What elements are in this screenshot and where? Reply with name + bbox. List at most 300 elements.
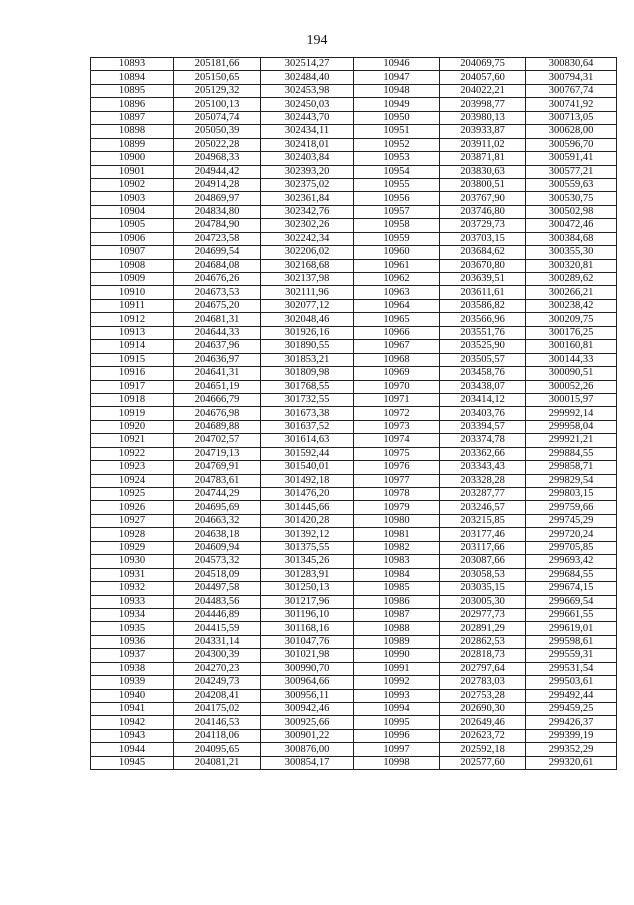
y-coordinate-right-cell: 300289,62: [526, 273, 617, 286]
y-coordinate-right-cell: 300266,21: [526, 286, 617, 299]
point-number-left-cell: 10917: [91, 380, 174, 393]
x-coordinate-right-cell: 202690,30: [440, 703, 526, 716]
point-number-left-cell: 10938: [91, 662, 174, 675]
x-coordinate-right-cell: 203215,85: [440, 514, 526, 527]
y-coordinate-right-cell: 299884,55: [526, 447, 617, 460]
y-coordinate-left-cell: 301047,76: [261, 635, 354, 648]
point-number-left-cell: 10897: [91, 111, 174, 124]
x-coordinate-left-cell: 204175,02: [174, 703, 261, 716]
x-coordinate-left-cell: 204415,59: [174, 622, 261, 635]
x-coordinate-left-cell: 204869,97: [174, 192, 261, 205]
table-row: [91, 622, 617, 635]
x-coordinate-left-cell: 205074,74: [174, 111, 261, 124]
y-coordinate-left-cell: 301926,16: [261, 326, 354, 339]
point-number-right-cell: 10987: [354, 608, 440, 621]
y-coordinate-right-cell: 299674,15: [526, 582, 617, 595]
table-row: [91, 662, 617, 675]
point-number-right-cell: 10951: [354, 125, 440, 138]
point-number-right-cell: 10992: [354, 676, 440, 689]
point-number-left-cell: 10908: [91, 259, 174, 272]
table-row: [91, 152, 617, 165]
y-coordinate-left-cell: 302393,20: [261, 165, 354, 178]
table-row: [91, 756, 617, 769]
point-number-right-cell: 10981: [354, 528, 440, 541]
point-number-left-cell: 10923: [91, 461, 174, 474]
y-coordinate-left-cell: 301637,52: [261, 420, 354, 433]
y-coordinate-right-cell: 300160,81: [526, 340, 617, 353]
point-number-right-cell: 10997: [354, 743, 440, 756]
point-number-right-cell: 10962: [354, 273, 440, 286]
point-number-right-cell: 10970: [354, 380, 440, 393]
x-coordinate-left-cell: 204249,73: [174, 676, 261, 689]
table-row: [91, 689, 617, 702]
x-coordinate-right-cell: 202977,73: [440, 608, 526, 621]
point-number-left-cell: 10936: [91, 635, 174, 648]
table-row: [91, 286, 617, 299]
y-coordinate-right-cell: 300713,05: [526, 111, 617, 124]
table-row: [91, 192, 617, 205]
y-coordinate-left-cell: 302514,27: [261, 58, 354, 71]
y-coordinate-right-cell: 300176,25: [526, 326, 617, 339]
y-coordinate-right-cell: 300090,51: [526, 367, 617, 380]
y-coordinate-right-cell: 300238,42: [526, 299, 617, 312]
x-coordinate-left-cell: 204270,23: [174, 662, 261, 675]
x-coordinate-right-cell: 203551,76: [440, 326, 526, 339]
y-coordinate-left-cell: 300964,66: [261, 676, 354, 689]
table-row: [91, 111, 617, 124]
y-coordinate-right-cell: 299858,71: [526, 461, 617, 474]
x-coordinate-left-cell: 204573,32: [174, 555, 261, 568]
y-coordinate-left-cell: 300990,70: [261, 662, 354, 675]
point-number-left-cell: 10901: [91, 165, 174, 178]
table-row: [91, 299, 617, 312]
point-number-right-cell: 10988: [354, 622, 440, 635]
x-coordinate-left-cell: 204644,33: [174, 326, 261, 339]
x-coordinate-left-cell: 204699,54: [174, 246, 261, 259]
x-coordinate-right-cell: 203394,57: [440, 420, 526, 433]
x-coordinate-left-cell: 204095,65: [174, 743, 261, 756]
y-coordinate-left-cell: 302342,76: [261, 205, 354, 218]
y-coordinate-right-cell: 299559,31: [526, 649, 617, 662]
x-coordinate-left-cell: 204638,18: [174, 528, 261, 541]
y-coordinate-right-cell: 299598,61: [526, 635, 617, 648]
x-coordinate-right-cell: 203703,15: [440, 232, 526, 245]
y-coordinate-right-cell: 300052,26: [526, 380, 617, 393]
point-number-left-cell: 10932: [91, 582, 174, 595]
table-row: [91, 716, 617, 729]
y-coordinate-left-cell: 301492,18: [261, 474, 354, 487]
point-number-right-cell: 10975: [354, 447, 440, 460]
table-row: [91, 434, 617, 447]
x-coordinate-left-cell: 204676,98: [174, 407, 261, 420]
y-coordinate-right-cell: 300355,30: [526, 246, 617, 259]
point-number-left-cell: 10903: [91, 192, 174, 205]
x-coordinate-right-cell: 202783,03: [440, 676, 526, 689]
point-number-right-cell: 10996: [354, 729, 440, 742]
y-coordinate-right-cell: 299720,24: [526, 528, 617, 541]
y-coordinate-right-cell: 300767,74: [526, 84, 617, 97]
x-coordinate-left-cell: 204676,26: [174, 273, 261, 286]
point-number-right-cell: 10998: [354, 756, 440, 769]
y-coordinate-left-cell: 301890,55: [261, 340, 354, 353]
x-coordinate-left-cell: 204675,20: [174, 299, 261, 312]
table-row: [91, 165, 617, 178]
x-coordinate-right-cell: 202649,46: [440, 716, 526, 729]
y-coordinate-right-cell: 299684,55: [526, 568, 617, 581]
point-number-left-cell: 10922: [91, 447, 174, 460]
point-number-right-cell: 10956: [354, 192, 440, 205]
point-number-left-cell: 10894: [91, 71, 174, 84]
y-coordinate-right-cell: 299426,37: [526, 716, 617, 729]
x-coordinate-left-cell: 204636,97: [174, 353, 261, 366]
y-coordinate-right-cell: 300741,92: [526, 98, 617, 111]
table-row: [91, 393, 617, 406]
y-coordinate-left-cell: 301853,21: [261, 353, 354, 366]
y-coordinate-left-cell: 300876,00: [261, 743, 354, 756]
y-coordinate-left-cell: 301168,16: [261, 622, 354, 635]
point-number-right-cell: 10965: [354, 313, 440, 326]
y-coordinate-left-cell: 300854,17: [261, 756, 354, 769]
y-coordinate-left-cell: 302111,96: [261, 286, 354, 299]
point-number-left-cell: 10902: [91, 178, 174, 191]
x-coordinate-right-cell: 203458,76: [440, 367, 526, 380]
x-coordinate-right-cell: 203611,61: [440, 286, 526, 299]
y-coordinate-right-cell: 299619,01: [526, 622, 617, 635]
point-number-left-cell: 10893: [91, 58, 174, 71]
y-coordinate-left-cell: 301420,28: [261, 514, 354, 527]
x-coordinate-left-cell: 204702,57: [174, 434, 261, 447]
table-row: [91, 98, 617, 111]
point-number-right-cell: 10986: [354, 595, 440, 608]
point-number-left-cell: 10935: [91, 622, 174, 635]
point-number-right-cell: 10984: [354, 568, 440, 581]
y-coordinate-left-cell: 302434,11: [261, 125, 354, 138]
x-coordinate-right-cell: 203911,02: [440, 138, 526, 151]
y-coordinate-left-cell: 300925,66: [261, 716, 354, 729]
page-number: 194: [306, 33, 328, 48]
y-coordinate-right-cell: 299992,14: [526, 407, 617, 420]
point-number-left-cell: 10906: [91, 232, 174, 245]
point-number-left-cell: 10913: [91, 326, 174, 339]
point-number-right-cell: 10985: [354, 582, 440, 595]
x-coordinate-right-cell: 202577,60: [440, 756, 526, 769]
x-coordinate-right-cell: 203684,62: [440, 246, 526, 259]
point-number-left-cell: 10904: [91, 205, 174, 218]
x-coordinate-left-cell: 205129,32: [174, 84, 261, 97]
table-row: [91, 676, 617, 689]
y-coordinate-left-cell: 301592,44: [261, 447, 354, 460]
x-coordinate-left-cell: 204783,61: [174, 474, 261, 487]
point-number-left-cell: 10899: [91, 138, 174, 151]
point-number-right-cell: 10959: [354, 232, 440, 245]
y-coordinate-right-cell: 299503,61: [526, 676, 617, 689]
table-row: [91, 555, 617, 568]
x-coordinate-right-cell: 203729,73: [440, 219, 526, 232]
y-coordinate-right-cell: 299693,42: [526, 555, 617, 568]
y-coordinate-right-cell: 299661,55: [526, 608, 617, 621]
table-row: [91, 568, 617, 581]
point-number-left-cell: 10945: [91, 756, 174, 769]
point-number-right-cell: 10949: [354, 98, 440, 111]
x-coordinate-right-cell: 203980,13: [440, 111, 526, 124]
table-row: [91, 743, 617, 756]
y-coordinate-right-cell: 299921,21: [526, 434, 617, 447]
x-coordinate-right-cell: 203639,51: [440, 273, 526, 286]
x-coordinate-right-cell: 203414,12: [440, 393, 526, 406]
table-row: [91, 246, 617, 259]
x-coordinate-left-cell: 204784,90: [174, 219, 261, 232]
x-coordinate-right-cell: 203871,81: [440, 152, 526, 165]
y-coordinate-left-cell: 301345,26: [261, 555, 354, 568]
coordinates-table: [90, 57, 617, 770]
table-row: [91, 125, 617, 138]
x-coordinate-left-cell: 205050,39: [174, 125, 261, 138]
point-number-left-cell: 10898: [91, 125, 174, 138]
x-coordinate-right-cell: 203830,63: [440, 165, 526, 178]
y-coordinate-left-cell: 301732,55: [261, 393, 354, 406]
table-row: [91, 729, 617, 742]
point-number-left-cell: 10928: [91, 528, 174, 541]
y-coordinate-right-cell: 299531,54: [526, 662, 617, 675]
y-coordinate-left-cell: 301196,10: [261, 608, 354, 621]
point-number-right-cell: 10989: [354, 635, 440, 648]
y-coordinate-left-cell: 300956,11: [261, 689, 354, 702]
y-coordinate-right-cell: 300559,63: [526, 178, 617, 191]
y-coordinate-right-cell: 299958,04: [526, 420, 617, 433]
x-coordinate-left-cell: 204331,14: [174, 635, 261, 648]
point-number-left-cell: 10933: [91, 595, 174, 608]
point-number-right-cell: 10955: [354, 178, 440, 191]
table-row: [91, 219, 617, 232]
y-coordinate-left-cell: 302206,02: [261, 246, 354, 259]
x-coordinate-left-cell: 204081,21: [174, 756, 261, 769]
x-coordinate-right-cell: 203670,80: [440, 259, 526, 272]
point-number-left-cell: 10910: [91, 286, 174, 299]
x-coordinate-right-cell: 202891,29: [440, 622, 526, 635]
y-coordinate-left-cell: 301445,66: [261, 501, 354, 514]
point-number-left-cell: 10909: [91, 273, 174, 286]
x-coordinate-right-cell: 203438,07: [440, 380, 526, 393]
point-number-right-cell: 10990: [354, 649, 440, 662]
x-coordinate-left-cell: 204834,80: [174, 205, 261, 218]
x-coordinate-left-cell: 204744,29: [174, 488, 261, 501]
x-coordinate-right-cell: 203746,80: [440, 205, 526, 218]
y-coordinate-left-cell: 301283,91: [261, 568, 354, 581]
point-number-left-cell: 10914: [91, 340, 174, 353]
point-number-right-cell: 10993: [354, 689, 440, 702]
x-coordinate-right-cell: 202797,64: [440, 662, 526, 675]
point-number-left-cell: 10931: [91, 568, 174, 581]
y-coordinate-left-cell: 301375,55: [261, 541, 354, 554]
table-row: [91, 58, 617, 71]
point-number-right-cell: 10952: [354, 138, 440, 151]
point-number-left-cell: 10905: [91, 219, 174, 232]
y-coordinate-right-cell: 299352,29: [526, 743, 617, 756]
y-coordinate-right-cell: 300015,97: [526, 393, 617, 406]
point-number-left-cell: 10944: [91, 743, 174, 756]
point-number-right-cell: 10961: [354, 259, 440, 272]
y-coordinate-right-cell: 300530,75: [526, 192, 617, 205]
y-coordinate-left-cell: 302418,01: [261, 138, 354, 151]
x-coordinate-left-cell: 204663,32: [174, 514, 261, 527]
point-number-right-cell: 10980: [354, 514, 440, 527]
point-number-left-cell: 10942: [91, 716, 174, 729]
table-row: [91, 528, 617, 541]
point-number-left-cell: 10943: [91, 729, 174, 742]
x-coordinate-right-cell: 203525,90: [440, 340, 526, 353]
point-number-right-cell: 10976: [354, 461, 440, 474]
point-number-right-cell: 10972: [354, 407, 440, 420]
y-coordinate-right-cell: 300628,00: [526, 125, 617, 138]
y-coordinate-right-cell: 300144,33: [526, 353, 617, 366]
y-coordinate-left-cell: 301392,12: [261, 528, 354, 541]
y-coordinate-right-cell: 299320,61: [526, 756, 617, 769]
y-coordinate-left-cell: 302403,84: [261, 152, 354, 165]
point-number-left-cell: 10916: [91, 367, 174, 380]
point-number-right-cell: 10947: [354, 71, 440, 84]
y-coordinate-left-cell: 301021,98: [261, 649, 354, 662]
point-number-left-cell: 10895: [91, 84, 174, 97]
x-coordinate-right-cell: 203767,90: [440, 192, 526, 205]
x-coordinate-right-cell: 202862,53: [440, 635, 526, 648]
x-coordinate-right-cell: 203933,87: [440, 125, 526, 138]
point-number-right-cell: 10958: [354, 219, 440, 232]
x-coordinate-right-cell: 204069,75: [440, 58, 526, 71]
point-number-left-cell: 10900: [91, 152, 174, 165]
table-row: [91, 340, 617, 353]
y-coordinate-left-cell: 302242,34: [261, 232, 354, 245]
point-number-left-cell: 10934: [91, 608, 174, 621]
table-row: [91, 635, 617, 648]
x-coordinate-left-cell: 204651,19: [174, 380, 261, 393]
x-coordinate-right-cell: 203586,82: [440, 299, 526, 312]
point-number-right-cell: 10991: [354, 662, 440, 675]
y-coordinate-right-cell: 299759,66: [526, 501, 617, 514]
table-row: [91, 71, 617, 84]
point-number-left-cell: 10929: [91, 541, 174, 554]
table-row: [91, 514, 617, 527]
point-number-left-cell: 10911: [91, 299, 174, 312]
x-coordinate-left-cell: 204518,09: [174, 568, 261, 581]
point-number-left-cell: 10919: [91, 407, 174, 420]
point-number-right-cell: 10971: [354, 393, 440, 406]
point-number-right-cell: 10964: [354, 299, 440, 312]
y-coordinate-left-cell: 302450,03: [261, 98, 354, 111]
x-coordinate-left-cell: 204681,31: [174, 313, 261, 326]
point-number-left-cell: 10930: [91, 555, 174, 568]
table-row: [91, 595, 617, 608]
y-coordinate-left-cell: 302484,40: [261, 71, 354, 84]
y-coordinate-left-cell: 301540,01: [261, 461, 354, 474]
x-coordinate-right-cell: 203374,78: [440, 434, 526, 447]
point-number-left-cell: 10927: [91, 514, 174, 527]
x-coordinate-left-cell: 204769,91: [174, 461, 261, 474]
table-row: [91, 273, 617, 286]
point-number-right-cell: 10977: [354, 474, 440, 487]
y-coordinate-right-cell: 300830,64: [526, 58, 617, 71]
table-row: [91, 541, 617, 554]
y-coordinate-left-cell: 301476,20: [261, 488, 354, 501]
table-row: [91, 205, 617, 218]
x-coordinate-left-cell: 204695,69: [174, 501, 261, 514]
point-number-left-cell: 10921: [91, 434, 174, 447]
x-coordinate-left-cell: 205022,28: [174, 138, 261, 151]
point-number-left-cell: 10907: [91, 246, 174, 259]
point-number-right-cell: 10966: [354, 326, 440, 339]
y-coordinate-left-cell: 302137,98: [261, 273, 354, 286]
x-coordinate-right-cell: 203998,77: [440, 98, 526, 111]
point-number-right-cell: 10974: [354, 434, 440, 447]
x-coordinate-right-cell: 203800,51: [440, 178, 526, 191]
table-row: [91, 380, 617, 393]
x-coordinate-right-cell: 203403,76: [440, 407, 526, 420]
point-number-right-cell: 10953: [354, 152, 440, 165]
y-coordinate-left-cell: 300942,46: [261, 703, 354, 716]
x-coordinate-right-cell: 203246,57: [440, 501, 526, 514]
table-row: [91, 488, 617, 501]
point-number-left-cell: 10915: [91, 353, 174, 366]
table-row: [91, 367, 617, 380]
y-coordinate-right-cell: 300577,21: [526, 165, 617, 178]
y-coordinate-right-cell: 299745,29: [526, 514, 617, 527]
point-number-left-cell: 10941: [91, 703, 174, 716]
x-coordinate-right-cell: 203343,43: [440, 461, 526, 474]
point-number-left-cell: 10918: [91, 393, 174, 406]
point-number-right-cell: 10968: [354, 353, 440, 366]
x-coordinate-left-cell: 205181,66: [174, 58, 261, 71]
point-number-right-cell: 10983: [354, 555, 440, 568]
x-coordinate-left-cell: 204673,53: [174, 286, 261, 299]
x-coordinate-right-cell: 204022,21: [440, 84, 526, 97]
y-coordinate-left-cell: 302375,02: [261, 178, 354, 191]
table-row: [91, 407, 617, 420]
table-row: [91, 461, 617, 474]
x-coordinate-left-cell: 204684,08: [174, 259, 261, 272]
table-row: [91, 232, 617, 245]
point-number-right-cell: 10950: [354, 111, 440, 124]
y-coordinate-right-cell: 299399,19: [526, 729, 617, 742]
x-coordinate-right-cell: 203287,77: [440, 488, 526, 501]
point-number-right-cell: 10995: [354, 716, 440, 729]
point-number-right-cell: 10973: [354, 420, 440, 433]
table-row: [91, 608, 617, 621]
point-number-left-cell: 10896: [91, 98, 174, 111]
table-row: [91, 420, 617, 433]
x-coordinate-left-cell: 204446,89: [174, 608, 261, 621]
x-coordinate-left-cell: 204637,96: [174, 340, 261, 353]
y-coordinate-right-cell: 299492,44: [526, 689, 617, 702]
x-coordinate-right-cell: 203005,30: [440, 595, 526, 608]
x-coordinate-left-cell: 204609,94: [174, 541, 261, 554]
y-coordinate-right-cell: 300502,98: [526, 205, 617, 218]
y-coordinate-right-cell: 300384,68: [526, 232, 617, 245]
y-coordinate-left-cell: 300901,22: [261, 729, 354, 742]
x-coordinate-left-cell: 204641,31: [174, 367, 261, 380]
x-coordinate-left-cell: 205150,65: [174, 71, 261, 84]
table-row: [91, 138, 617, 151]
table-row: [91, 501, 617, 514]
point-number-left-cell: 10937: [91, 649, 174, 662]
x-coordinate-right-cell: 202753,28: [440, 689, 526, 702]
x-coordinate-left-cell: 204944,42: [174, 165, 261, 178]
x-coordinate-left-cell: 204723,58: [174, 232, 261, 245]
y-coordinate-left-cell: 301614,63: [261, 434, 354, 447]
point-number-left-cell: 10920: [91, 420, 174, 433]
point-number-right-cell: 10994: [354, 703, 440, 716]
table-row: [91, 326, 617, 339]
point-number-left-cell: 10939: [91, 676, 174, 689]
y-coordinate-right-cell: 299705,85: [526, 541, 617, 554]
